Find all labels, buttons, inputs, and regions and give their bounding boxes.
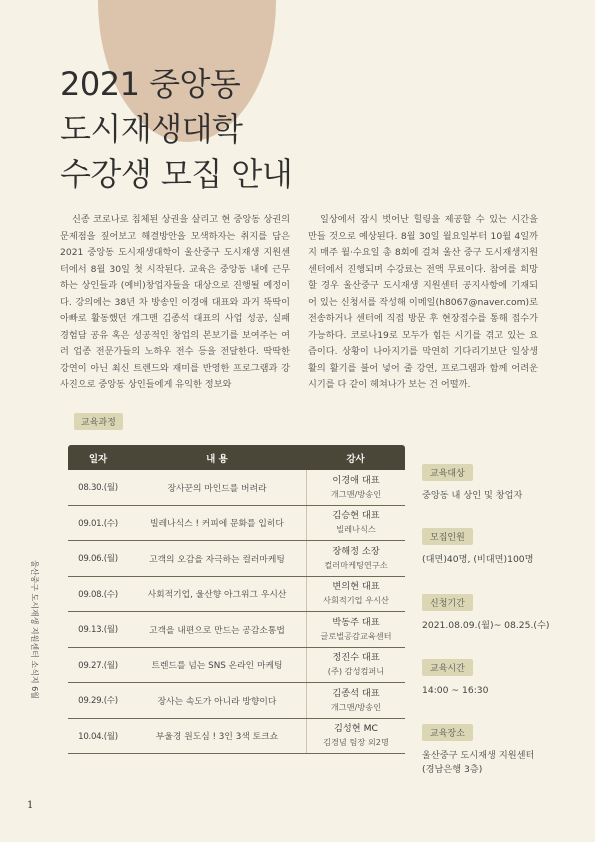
row-instructor (306, 577, 405, 612)
info-value: 중앙동 내 상인 및 창업자 (422, 490, 523, 501)
table-row (68, 648, 405, 684)
instructor-name: 이경애 대표 (332, 474, 380, 486)
row-instructor (306, 612, 405, 647)
row-instructor (306, 719, 405, 754)
instructor-org: 김경념 팀장 외2명 (323, 737, 389, 748)
title-line-1: 2021 중앙동 (60, 65, 241, 103)
info-capacity (422, 525, 534, 567)
info-time (422, 656, 489, 698)
table-header (68, 445, 405, 470)
instructor-name: 장해정 소장 (332, 545, 380, 557)
info-label: 모집인원 (422, 528, 473, 545)
row-date: 09.01.(수) (78, 518, 118, 529)
row-instructor (306, 470, 405, 505)
instructor-org: (주) 감성컴퍼니 (327, 666, 385, 677)
table-row (68, 541, 405, 577)
row-content: 고객을 내편으로 만드는 공감소통법 (149, 625, 285, 636)
instructor-org: 빌레나식스 (336, 524, 376, 535)
instructor-org: 개그맨/방송인 (330, 488, 382, 499)
header-instructor: 강사 (346, 453, 365, 465)
instructor-name: 정진수 대표 (332, 652, 380, 664)
row-content: 트렌드를 넘는 SNS 온라인 마케팅 (151, 661, 283, 672)
course-section-tag: 교육과정 (74, 413, 123, 430)
row-date: 09.27.(월) (78, 660, 118, 671)
row-content: 부울경 원도심 ! 3인 3색 토크쇼 (155, 732, 279, 743)
row-date: 09.29.(수) (78, 696, 118, 707)
table-row (68, 577, 405, 613)
row-date: 10.04.(월) (78, 731, 118, 742)
row-instructor (306, 541, 405, 576)
intro-paragraph-left: 신종 코로나로 침체된 상권을 살리고 현 중앙동 상권의 문제점을 짚어보고 해결방안을 모색하자는 취지를 담은 2021 중앙동 도시재생대학이 울산중구 도시재생 지원센터에서 8월 30일 첫 시작된다. 교육은 중앙동 내에 근무하는 상인들과 (예비)창업자들을 대상으로 진행될 예정이다. 강의에는 38년 차 방송인 이경애 대표와 과거 뚝딱이 아빠로 활동했던 개그맨 김종석 대표의 사업 성공, 실패 경험담 공유 혹은 성공적인 창업의 본보기를 보여주는 여러 업종 전문가들의 노하우 전수 등을 전달한다. 딱딱한 강연이 아닌 최신 트렌드와 재미를 반영한 프로그램과 강사진으로 중앙동 상인들에게 유익한 정보와 (60, 214, 290, 390)
table-row (68, 470, 405, 506)
row-content: 빌레나식스 ! 커피에 문화를 입히다 (150, 519, 284, 530)
info-location (422, 721, 534, 777)
row-date: 09.06.(월) (78, 554, 118, 565)
row-content: 사회적기업, 울산향 아그위그 우시산 (147, 590, 287, 601)
info-value: 2021.08.09.(월)~ 08.25.(수) (422, 620, 550, 631)
row-date: 09.13.(월) (78, 625, 118, 636)
sidebar-text: 울산중구 도시재생 지원센터 소식지 6월 (30, 560, 39, 699)
info-application-period (422, 591, 549, 633)
instructor-name: 김승현 대표 (332, 510, 380, 522)
course-table (68, 445, 405, 754)
page-number: 1 (27, 800, 34, 811)
instructor-org: 사회적기업 우시산 (323, 595, 389, 606)
info-label: 교육시간 (422, 659, 473, 676)
row-instructor (306, 506, 405, 541)
info-value: 14:00 ~ 16:30 (422, 685, 489, 696)
info-target (422, 461, 522, 503)
instructor-org: 개그맨/방송인 (330, 701, 382, 712)
info-value-detail: (경남은행 3층) (422, 764, 483, 775)
header-date: 일자 (88, 453, 108, 465)
table-row (68, 683, 405, 719)
instructor-name: 변의현 대표 (332, 581, 380, 593)
row-date: 09.08.(수) (78, 589, 118, 600)
title-line-2: 도시재생대학 (60, 110, 243, 148)
info-value: (대면)40명, (비대면)100명 (422, 554, 534, 565)
instructor-org: 컬러마케팅연구소 (324, 559, 388, 570)
row-instructor (306, 648, 405, 683)
row-content: 장사는 속도가 아니라 방향이다 (157, 696, 277, 707)
row-instructor (306, 683, 405, 718)
row-content: 장사꾼의 마인드를 버려라 (167, 483, 267, 494)
info-value: 울산중구 도시재생 지원센터 (422, 750, 535, 761)
info-label: 교육장소 (422, 724, 473, 741)
info-label: 교육대상 (422, 464, 473, 481)
instructor-name: 김종석 대표 (332, 687, 380, 699)
instructor-org: 글로벌공감교육센터 (320, 630, 392, 641)
info-label: 신청기간 (422, 594, 473, 611)
table-row (68, 506, 405, 542)
page-title (60, 62, 292, 197)
table-row (68, 612, 405, 648)
header-content: 내 용 (206, 453, 228, 465)
row-date: 08.30.(월) (78, 483, 118, 494)
instructor-name: 김성현 MC (334, 723, 378, 735)
intro-paragraph-right: 일상에서 잠시 벗어난 힐링을 제공할 수 있는 시간을 만들 것으로 예상된다. 8월 30일 월요일부터 10월 4일까지 매주 월·수요일 총 8회에 걸쳐 울산 중구 도시재생지원센터에서 진행되며 수강료는 전액 무료이다. 참여를 희망할 경우 울산중구 도시재생 지원센터 공지사항에 기재되어 있는 신청서를 작성해 이메일(h8067@naver.com)로 전송하거나 센터에 직접 방문 후 현장접수를 통해 접수가 가능하다. 코로나19로 모두가 힘든 시기를 겪고 있는 요즘이다. 상황이 나아지기를 막연히 기다리기보단 일상생활의 활기를 불어 넣어 줄 강연, 프로그램과 함께 어려운 시기를 다 같이 헤쳐나가 보는 건 어떨까. (308, 214, 538, 390)
table-row (68, 719, 405, 755)
title-line-3: 수강생 모집 안내 (60, 155, 293, 193)
row-content: 고객의 오감을 자극하는 컬러마케팅 (149, 554, 285, 565)
newsletter-sidebar (30, 560, 40, 710)
instructor-name: 박동주 대표 (332, 616, 380, 628)
